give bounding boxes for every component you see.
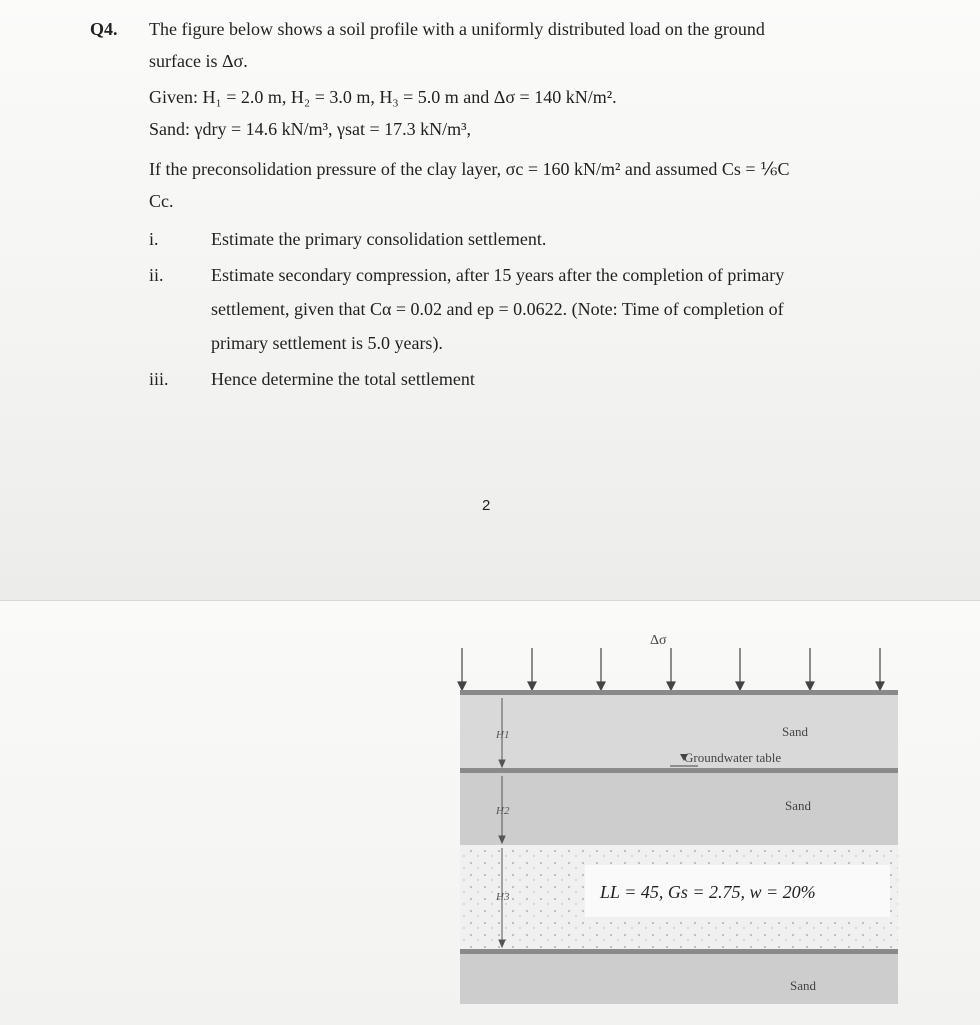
given-line: Given: H₁ = 2.0 m, H₂ = 3.0 m, H₃ = 5.0 m and Δσ = 140 kN/m². bbox=[149, 87, 617, 107]
part-iii-label: iii. bbox=[149, 369, 169, 389]
boundary-2 bbox=[460, 949, 898, 954]
part-ii-label: ii. bbox=[149, 265, 164, 285]
h2-label: H2 bbox=[496, 805, 510, 817]
sand-layer-2 bbox=[460, 773, 898, 845]
clay-properties: LL = 45, Gs = 2.75, w = 20% bbox=[600, 882, 816, 902]
preconsolidation-line-2: Cc. bbox=[149, 191, 174, 211]
soil-profile-figure bbox=[440, 620, 920, 1015]
load-arrows bbox=[458, 648, 884, 690]
sand-layer-1-label: Sand bbox=[782, 724, 808, 739]
gwt-label: Groundwater table bbox=[684, 750, 782, 765]
h1-label: H1 bbox=[496, 729, 510, 741]
part-iii-text: Hence determine the total settlement bbox=[211, 369, 475, 389]
sand-layer-2-label: Sand bbox=[785, 798, 811, 813]
page-number: 2 bbox=[482, 497, 491, 514]
part-ii-text-3: primary settlement is 5.0 years). bbox=[211, 333, 443, 353]
h3-label: H3 bbox=[496, 891, 510, 903]
part-i-text: Estimate the primary consolidation settlement. bbox=[211, 229, 547, 249]
intro-line-2: surface is Δσ. bbox=[149, 51, 248, 71]
part-ii-text-2: settlement, given that Cα = 0.02 and ep = 0.0622. (Note: Time of completion of bbox=[211, 299, 784, 319]
part-i-label: i. bbox=[149, 229, 159, 249]
boundary-1 bbox=[460, 768, 898, 773]
sand-layer-3-label: Sand bbox=[790, 978, 816, 993]
preconsolidation-line-1: If the preconsolidation pressure of the clay layer, σc = 160 kN/m² and assumed Cs = ⅙C bbox=[149, 159, 790, 179]
intro-line-1: The figure below shows a soil profile with a uniformly distributed load on the ground bbox=[149, 19, 765, 39]
ground-surface bbox=[460, 690, 898, 695]
sand-layer-1 bbox=[460, 695, 898, 770]
question-number: Q4. bbox=[90, 19, 118, 39]
sand-layer-3 bbox=[460, 954, 898, 1004]
sand-properties-line: Sand: γdry = 14.6 kN/m³, γsat = 17.3 kN/m³, bbox=[149, 119, 471, 139]
part-ii-text-1: Estimate secondary compression, after 15 years after the completion of primary bbox=[211, 265, 785, 285]
load-label: Δσ bbox=[650, 633, 667, 648]
